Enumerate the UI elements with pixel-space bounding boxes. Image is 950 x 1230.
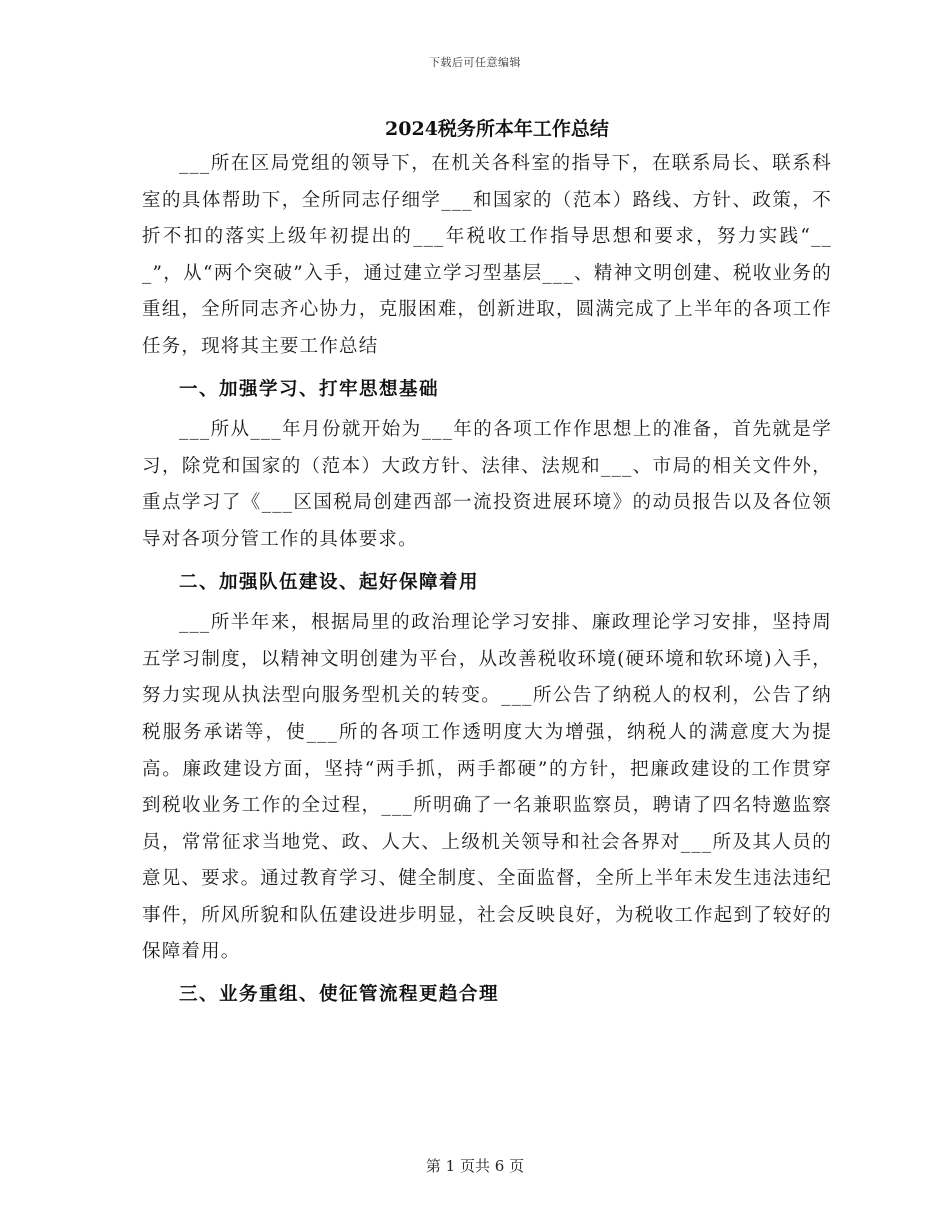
intro-paragraph: ___所在区局党组的领导下，在机关各科室的指导下，在联系局长、联系科室的具体帮助下，全所同志仔细学___和国家的（范本）路线、方针、政策，不折不扣的落实上级年初提出的___年税收工作指导思想和要求，努力实践“___”，从“两个突破”入手，通过建立学习型基层___、精神文明创建、税收业务的重组，全所同志齐心协力，克服困难，创新进取，圆满完成了上半年的各项工作任务，现将其主要工作总结	[142, 153, 832, 357]
page-number-footer: 第 1 页共 6 页	[425, 1157, 525, 1175]
section-heading-3: 三、业务重组、使征管流程更趋合理	[179, 984, 500, 1006]
section-body-2: ___所半年来，根据局里的政治理论学习安排、廉政理论学习安排，坚持周五学习制度，以精神文明创建为平台，从改善税收环境(硬环境和软环境)入手，努力实现从执法型向服务型机关的转变。___所公告了纳税人的权利，公告了纳税服务承诺等，使___所的各项工作透明度大为增强，纳税人的满意度大为提高。廉政建设方面，坚持“两手抓，两手都硬”的方针，把廉政建设的工作贯穿到税收业务工作的全过程，___所明确了一名兼职监察员，聘请了四名特邀监察员，常常征求当地党、政、人大、上级机关领导和社会各界对___所及其人员的意见、要求。通过教育学习、健全制度、全面监督，全所上半年未发生违法违纪事件，所风所貌和队伍建设进步明显，社会反映良好，为税收工作起到了较好的保障着用。	[142, 612, 832, 963]
header-note: 下载后可任意编辑	[429, 56, 521, 69]
section-body-1: ___所从___年月份就开始为___年的各项工作作思想上的准备，首先就是学习，除党和国家的（范本）大政方针、法律、法规和___、市局的相关文件外，重点学习了《___区国税局创建西部一流投资进展环境》的动员报告以及各位领导对各项分管工作的具体要求。	[142, 419, 832, 550]
document-title: 2024税务所本年工作总结	[385, 118, 609, 140]
section-heading-2: 二、加强队伍建设、起好保障着用	[179, 571, 480, 593]
document-content	[142, 112, 832, 1018]
section-heading-1: 一、加强学习、打牢思想基础	[179, 378, 440, 400]
